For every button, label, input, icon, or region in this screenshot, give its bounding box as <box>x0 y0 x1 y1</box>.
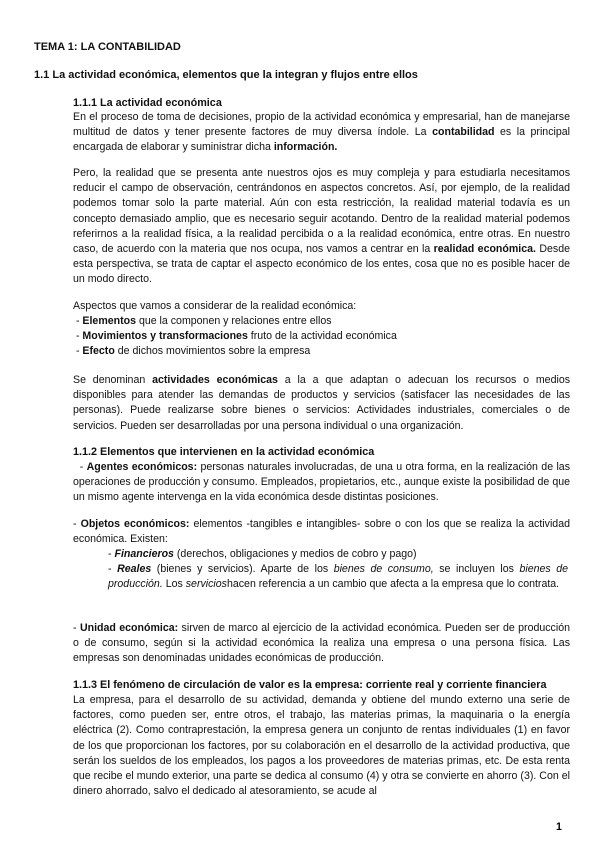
bold-term: Movimientos y transformaciones <box>82 330 248 342</box>
aspects-intro: Aspectos que vamos a considerar de la realidad económica: <box>73 300 357 312</box>
text-run: elementos -tangibles e intangibles- sobre o con los que se realiza la actividad económica. Existen: <box>73 518 570 546</box>
text-run: sirven de marco al ejercicio de la actividad económica. Pueden ser de producción o de consumo, según si la actividad económica la realiza una empresa o una persona física. Las empresas son denominadas unidades económicas de producción. <box>73 622 570 665</box>
subsection-title-1-1-3: 1.1.3 El fenómeno de circulación de valor es la empresa: corriente real y corriente financiera <box>73 679 547 691</box>
aspect-item: - Efecto de dichos movimientos sobre la empresa <box>73 345 311 357</box>
page-number: 1 <box>556 821 562 833</box>
text-run: que la componen y relaciones entre ellos <box>136 315 332 327</box>
text-run: Los <box>162 578 186 591</box>
bold-term: Agentes económicos: <box>86 461 198 473</box>
bold-italic-term: Reales <box>117 563 152 575</box>
bold-term: Objetos económicos: <box>80 518 190 530</box>
paragraph-objetos: - Objetos económicos: elementos -tangibles e intangibles- sobre o con los que se realiza la actividad económica. Existen: <box>73 518 570 546</box>
paragraph-unidad: - Unidad económica: sirven de marco al ejercicio de la actividad económica. Pueden ser de producción o de consumo, según si la actividad económica la realiza una empresa o una persona física. Las empresas son denominadas unidades económicas de producción. <box>73 622 570 665</box>
bold-term: Unidad económica: <box>79 622 179 634</box>
bold-term: información. <box>273 141 338 154</box>
text-run: hacen referencia a un cambio que afecta a la empresa que lo contrata. <box>226 578 560 591</box>
text-run: (derechos, obligaciones y medios de cobro y pago) <box>173 548 417 560</box>
text-run: Se denominan <box>73 374 153 386</box>
bold-term: actividades económicas <box>152 374 278 386</box>
paragraph-circulacion: La empresa, para el desarrollo de su actividad, demanda y obtiene del mundo externo una serie de factores, como pueden ser, entre otros, el trabajo, las materias primas, la maquinaria o la energía eléctrica (2). Como contraprestación, la empresa genera un conjunto de rentas individuales (1) en favor de los que proporcionan los factores, por su colaboración en el desarrollo de la actividad productiva, que serán los sueldos de los empleados, los pagos a los proveedores de materias primas, etc. De esta renta que recibe el mundo exterior, una parte se dedica al consumo (4) y otra se convierte en ahorro (3). Con el dinero ahorrado, salvo el dedicado al atesoramiento, se acude al <box>73 694 570 798</box>
aspect-item: - Movimientos y transformaciones fruto de la actividad económica <box>73 330 397 342</box>
paragraph-agentes: - Agentes económicos: personas naturales involucradas, de una u otra forma, en la realización de las operaciones de producción y consumo. Empleados, propietarios, etc., aunque existe la posibilidad de que un mismo agente intervenga en la vida económica desde distintas posiciones. <box>73 461 570 504</box>
subsection-title-1-1-2: 1.1.2 Elementos que intervienen en la actividad económica <box>73 446 375 458</box>
text-run: fruto de la actividad económica <box>247 330 397 342</box>
paragraph-intro <box>73 110 570 156</box>
text-run: personas naturales involucradas, de una u otra forma, en la realización de las operaciones de producción y consumo. Empleados, propietarios, etc., aunque existe la posibilidad de que un mismo agente intervenga en la vida económica desde distintas posiciones. <box>73 461 570 504</box>
bold-term: Efecto <box>82 345 115 357</box>
text-run: de dichos movimientos sobre la empresa <box>114 345 311 357</box>
text-run: se incluyen los <box>433 563 520 575</box>
bold-term: contabilidad <box>432 126 495 139</box>
objetos-item-financieros: - Financieros (derechos, obligaciones y medios de cobro y pago) <box>108 548 417 560</box>
subsection-title-1-1-1: 1.1.1 La actividad económica <box>73 97 222 109</box>
italic-term: servicios <box>185 578 227 591</box>
aspect-item: - Elementos que la componen y relaciones entre ellos <box>73 315 332 327</box>
text-run: es la principal encargada de elaborar y suministrar dicha <box>73 126 570 154</box>
text-run: (bienes y servicios). Aparte de los <box>151 563 334 575</box>
section-title: 1.1 La actividad económica, elementos que la integran y flujos entre ellos <box>34 69 418 81</box>
text-run: a la a que adaptan o adecuan los recursos o medios disponibles para atender las demandas de productos y servicios (satisfacer las necesidades de las personas). Puede realizarse sobre bienes o servicios: Actividades industriales, comerciales o de servicios. Pueden ser desarrolladas por una persona individual o una organización. <box>73 374 571 432</box>
text-run: En el proceso de toma de decisiones, propio de la actividad económica y empresarial, han de manejarse multitud de datos y tener presente factores de muy diversa índole. La <box>73 111 570 139</box>
italic-term: bienes de producción. <box>108 563 568 591</box>
paragraph-reality <box>73 166 570 288</box>
bold-italic-term: Financieros <box>114 548 174 560</box>
document-title: TEMA 1: LA CONTABILIDAD <box>34 41 181 53</box>
objetos-item-reales: - Reales (bienes y servicios). Aparte de los bienes de consumo, se incluyen los bienes de producción. Los servicioshacen referencia a un cambio que afecta a la empresa que lo contrata. <box>108 563 568 591</box>
italic-term: bienes de consumo, <box>333 563 434 575</box>
bold-term: Elementos <box>82 315 136 327</box>
text-run: Desde esta perspectiva, se trata de captar el aspecto económico de los entes, cosa que no es posible hacer de un modo directo. <box>73 243 570 286</box>
paragraph-activities <box>73 373 570 434</box>
bold-term: realidad económica. <box>433 243 536 256</box>
text-run: Pero, la realidad que se presenta ante nuestros ojos es muy compleja y para estudiarla necesitamos reducir el campo de observación, centrándonos en aspectos concretos. Así, por ejemplo, de la realidad podemos tomar solo la parte material. Aún con esta restricción, la realidad material todavía es un concepto demasiado amplio, que es necesario seguir acotando. Dentro de la realidad material podemos referirnos a la realidad física, a la realidad percibida o a la realidad económica, entre otras. En nuestro caso, de acuerdo con la materia que nos ocupa, nos vamos a centrar en la <box>73 167 570 256</box>
